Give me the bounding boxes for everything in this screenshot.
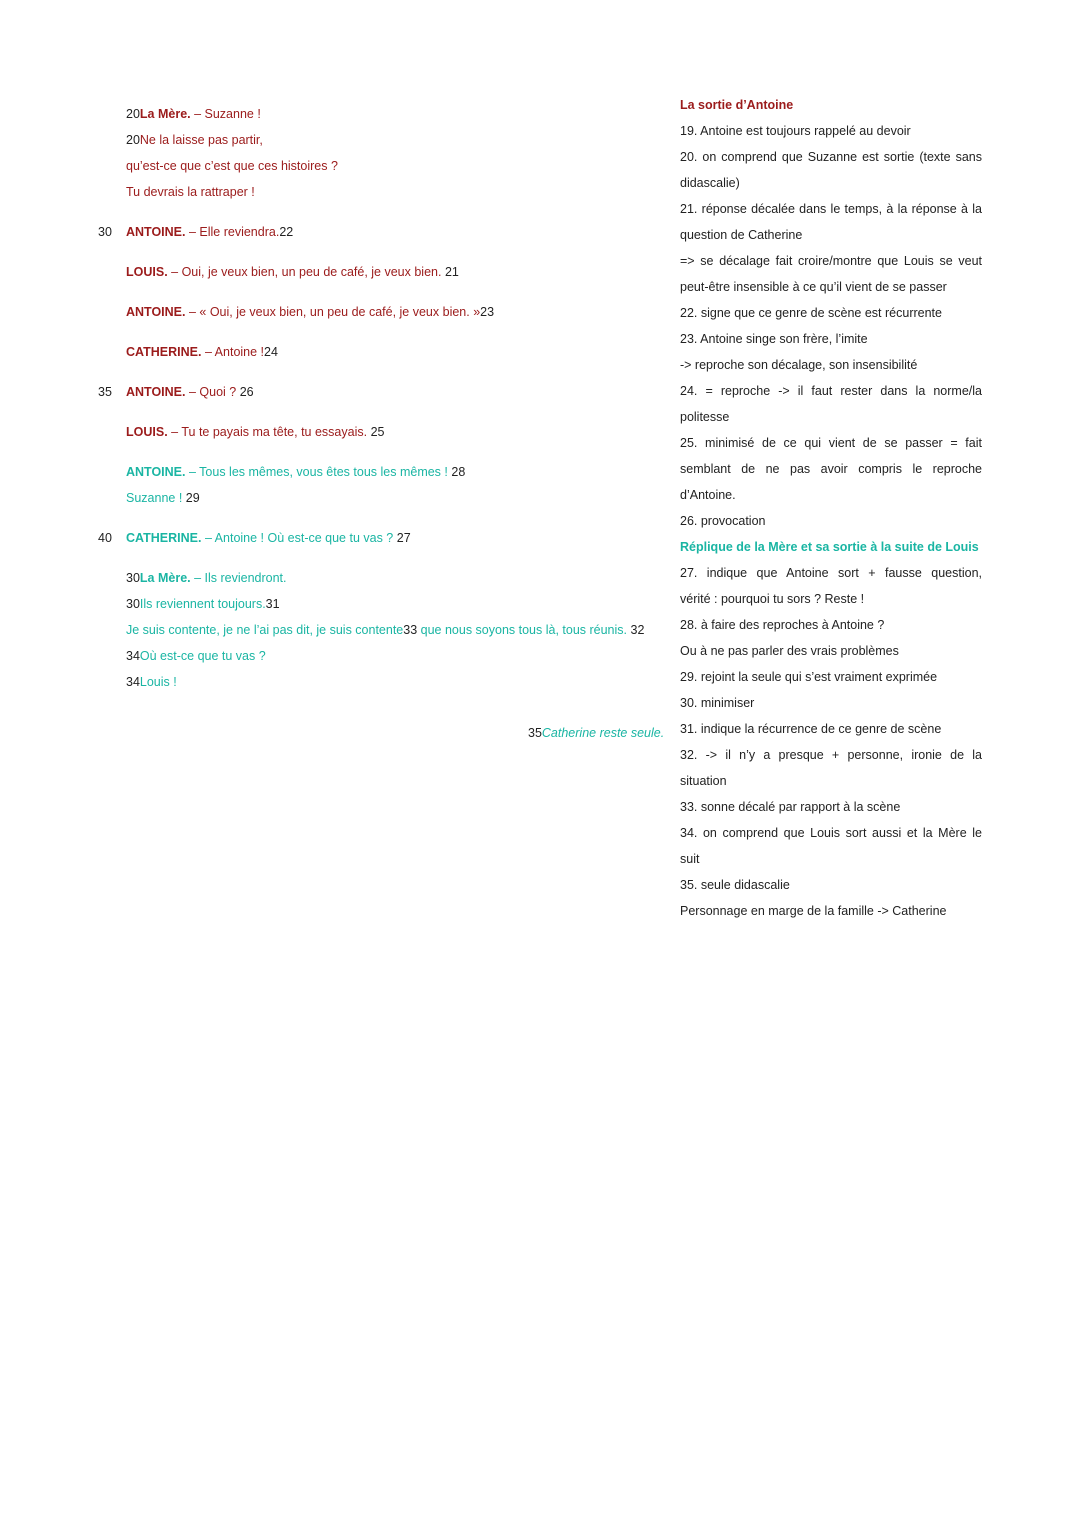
- line-number: 35: [98, 385, 112, 399]
- note-line: -> reproche son décalage, son insensibilité: [680, 358, 918, 372]
- speaker-name: CATHERINE.: [126, 531, 202, 545]
- speaker-name: ANTOINE.: [126, 305, 186, 319]
- script-line: Tu devrais la rattraper !: [126, 185, 255, 199]
- script-line: CATHERINE. – Antoine ! Où est-ce que tu vas ? 27: [126, 531, 411, 545]
- note-line: situation: [680, 774, 727, 788]
- note-line: Personnage en marge de la famille -> Catherine: [680, 904, 947, 918]
- script-line: 30Ils reviennent toujours.31: [126, 597, 280, 611]
- script-line: 20La Mère. – Suzanne !: [126, 107, 261, 121]
- script-line: 20Ne la laisse pas partir,: [126, 133, 263, 147]
- speaker-name: ANTOINE.: [126, 465, 186, 479]
- note-line: d’Antoine.: [680, 488, 736, 502]
- speaker-name: ANTOINE.: [126, 225, 186, 239]
- note-line: 33. sonne décalé par rapport à la scène: [680, 800, 901, 814]
- section-heading: Réplique de la Mère et sa sortie à la suite de Louis: [680, 540, 979, 554]
- note-line: 22. signe que ce genre de scène est récurrente: [680, 306, 942, 320]
- script-line: qu’est-ce que c’est que ces histoires ?: [126, 159, 338, 173]
- script-line: 34Où est-ce que tu vas ?: [126, 649, 266, 663]
- note-line: 19. Antoine est toujours rappelé au devoir: [680, 124, 911, 138]
- note-line: 35. seule didascalie: [680, 878, 790, 892]
- note-line: 25. minimisé de ce qui vient de se passer = fait: [680, 436, 982, 450]
- note-line: 34. on comprend que Louis sort aussi et la Mère le: [680, 826, 982, 840]
- note-line: 31. indique la récurrence de ce genre de scène: [680, 722, 942, 736]
- speaker-name: La Mère.: [139, 107, 191, 121]
- note-line: 24. = reproche -> il faut rester dans la norme/la: [680, 384, 982, 398]
- note-line: Ou à ne pas parler des vrais problèmes: [680, 644, 899, 658]
- speaker-name: ANTOINE.: [126, 385, 186, 399]
- script-line: 34Louis !: [126, 675, 177, 689]
- note-line: peut-être insensible à ce qu’il vient de se passer: [680, 280, 947, 294]
- note-line: 32. -> il n’y a presque + personne, ironie de la: [680, 748, 982, 762]
- note-line: 23. Antoine singe son frère, l’imite: [680, 332, 868, 346]
- section-heading: La sortie d’Antoine: [680, 98, 794, 112]
- script-line: Suzanne ! 29: [126, 491, 200, 505]
- script-line: CATHERINE. – Antoine !24: [126, 345, 278, 359]
- speaker-name: LOUIS.: [126, 265, 168, 279]
- line-number: 30: [98, 225, 112, 239]
- speaker-name: CATHERINE.: [126, 345, 202, 359]
- script-line: LOUIS. – Tu te payais ma tête, tu essayais. 25: [126, 425, 385, 439]
- note-line: => se décalage fait croire/montre que Louis se veut: [680, 254, 982, 268]
- speaker-name: La Mère.: [139, 571, 191, 585]
- note-line: 21. réponse décalée dans le temps, à la réponse à la: [680, 202, 982, 216]
- note-line: politesse: [680, 410, 730, 424]
- script-line: ANTOINE. – Elle reviendra.22: [126, 225, 294, 239]
- script-line: ANTOINE. – « Oui, je veux bien, un peu de café, je veux bien. »23: [126, 305, 495, 319]
- note-line: 30. minimiser: [680, 696, 755, 710]
- line-number: 40: [98, 531, 112, 545]
- note-line: 20. on comprend que Suzanne est sortie (texte sans: [680, 150, 982, 164]
- script-line: LOUIS. – Oui, je veux bien, un peu de café, je veux bien. 21: [126, 265, 459, 279]
- note-line: 29. rejoint la seule qui s’est vraiment exprimée: [680, 670, 938, 684]
- stage-direction: 35Catherine reste seule.: [528, 726, 665, 740]
- script-line: Je suis contente, je ne l’ai pas dit, je suis contente33 que nous soyons tous là, tous réunis. 32: [126, 623, 645, 637]
- script-line: ANTOINE. – Quoi ? 26: [126, 385, 254, 399]
- note-line: suit: [680, 852, 700, 866]
- note-line: 27. indique que Antoine sort + fausse question,: [680, 566, 982, 580]
- note-line: 26. provocation: [680, 514, 766, 528]
- note-line: didascalie): [680, 176, 740, 190]
- note-line: 28. à faire des reproches à Antoine ?: [680, 618, 885, 632]
- speaker-name: LOUIS.: [126, 425, 168, 439]
- note-line: question de Catherine: [680, 228, 803, 242]
- annotation-notes-column: [680, 92, 982, 924]
- script-line: 30La Mère. – Ils reviendront.: [126, 571, 287, 585]
- note-line: vérité : pourquoi tu sors ? Reste !: [680, 592, 865, 606]
- note-line: semblant de ne pas avoir compris le reproche: [680, 462, 982, 476]
- script-line: ANTOINE. – Tous les mêmes, vous êtes tous les mêmes ! 28: [126, 465, 466, 479]
